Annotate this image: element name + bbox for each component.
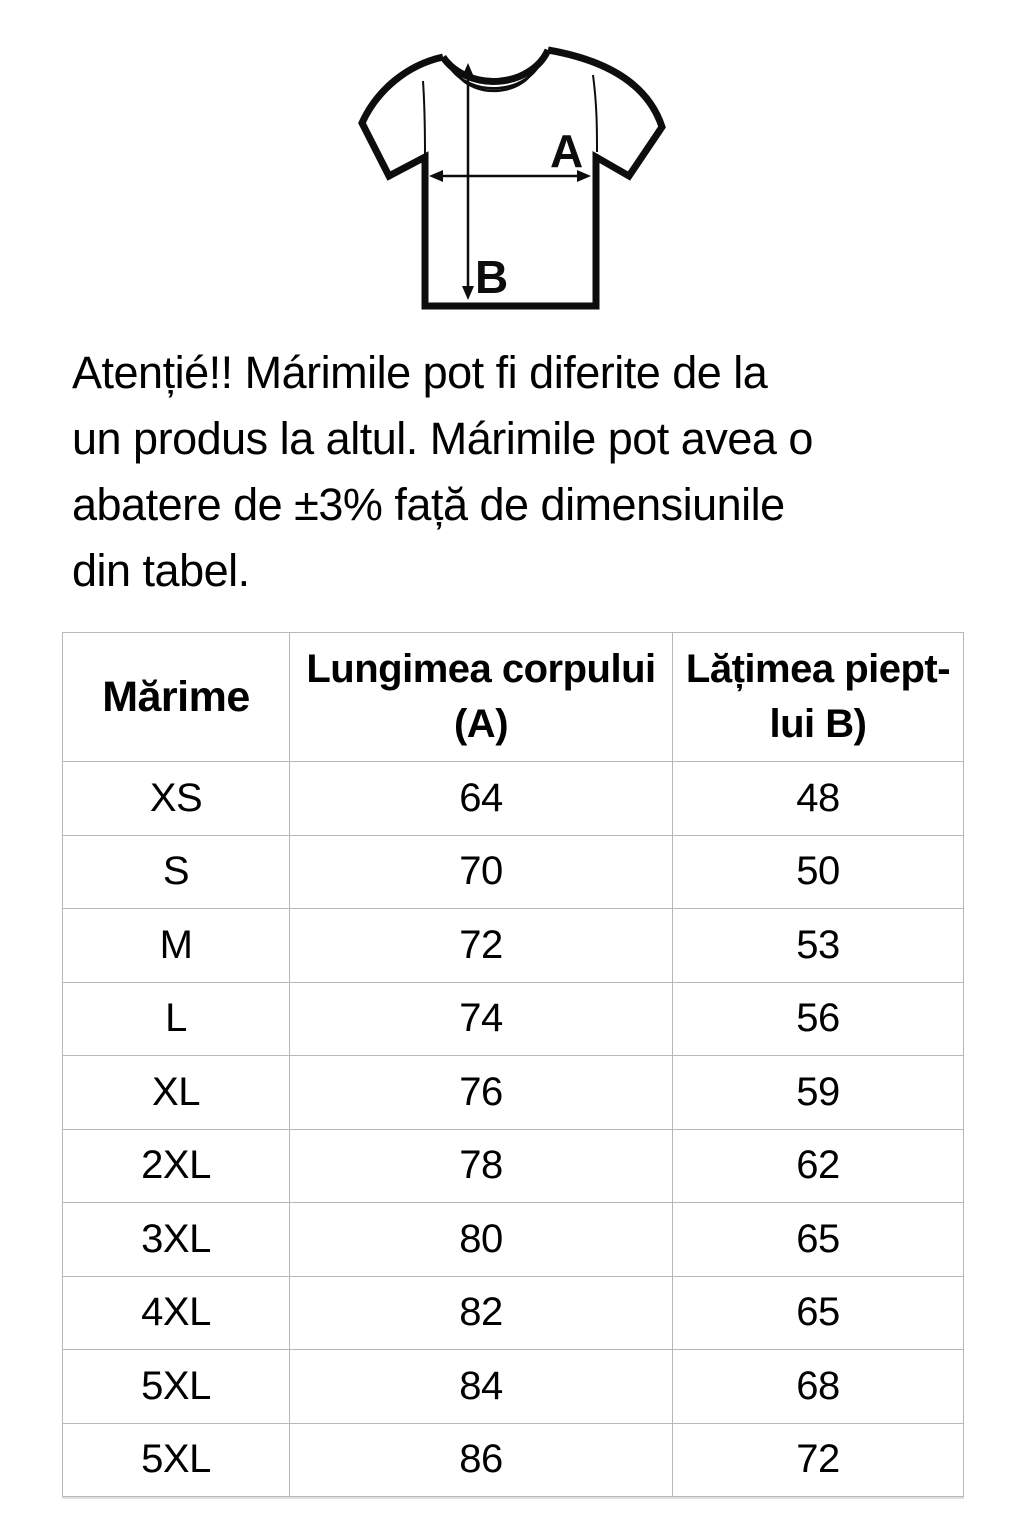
- size-notice: [72, 340, 982, 604]
- notice-line: din tabel.: [72, 545, 250, 596]
- chest-width-cell: 65: [673, 1203, 964, 1277]
- size-table-row: [63, 762, 964, 836]
- header-body-length: [290, 633, 673, 762]
- body-length-cell: 64: [290, 762, 673, 836]
- size-cell: 3XL: [63, 1203, 290, 1277]
- body-length-cell: 72: [290, 909, 673, 983]
- size-table: [62, 632, 964, 1497]
- notice-line: abatere de ±3% față de dimensiunile: [72, 479, 785, 530]
- chest-width-cell: 56: [673, 982, 964, 1056]
- body-length-cell: 74: [290, 982, 673, 1056]
- size-table-header-row: [63, 633, 964, 762]
- size-cell: XL: [63, 1056, 290, 1130]
- size-cell: XS: [63, 762, 290, 836]
- size-cell: L: [63, 982, 290, 1056]
- body-length-cell: 84: [290, 1350, 673, 1424]
- size-table-row: [63, 1129, 964, 1203]
- chest-width-cell: 68: [673, 1350, 964, 1424]
- chest-width-cell: 53: [673, 909, 964, 983]
- label-a: A: [550, 125, 584, 177]
- size-table-row: [63, 1276, 964, 1350]
- header-size-label: Mărime: [102, 672, 250, 721]
- size-table-row: [63, 982, 964, 1056]
- size-cell: M: [63, 909, 290, 983]
- body-length-cell: 86: [290, 1423, 673, 1497]
- size-table-row: [63, 909, 964, 983]
- header-chest-width-line1: Lățimea piept-: [685, 647, 951, 691]
- chest-width-cell: 65: [673, 1276, 964, 1350]
- size-table-header: [63, 633, 964, 762]
- body-length-cell: 70: [290, 835, 673, 909]
- chest-width-cell: 59: [673, 1056, 964, 1130]
- header-body-length-line1: Lungimea corpului: [306, 647, 656, 691]
- body-length-cell: 80: [290, 1203, 673, 1277]
- label-b: B: [475, 251, 509, 303]
- size-table-row: [63, 835, 964, 909]
- size-table-row: [63, 1350, 964, 1424]
- notice-line: Atențié!! Márimile pot fi diferite de la: [72, 347, 768, 398]
- size-cell: 5XL: [63, 1350, 290, 1424]
- size-table-row: [63, 1056, 964, 1130]
- tshirt-size-diagram: [345, 35, 675, 325]
- chest-width-cell: 72: [673, 1423, 964, 1497]
- size-table-row: [63, 1203, 964, 1277]
- size-cell: 5XL: [63, 1423, 290, 1497]
- size-cell: S: [63, 835, 290, 909]
- size-cell: 4XL: [63, 1276, 290, 1350]
- chest-width-cell: 48: [673, 762, 964, 836]
- header-body-length-line2: (A): [453, 702, 509, 746]
- body-length-cell: 76: [290, 1056, 673, 1130]
- notice-line: un produs la altul. Márimile pot avea o: [72, 413, 813, 464]
- body-length-cell: 82: [290, 1276, 673, 1350]
- size-cell: 2XL: [63, 1129, 290, 1203]
- header-chest-width: [673, 633, 964, 762]
- chest-width-cell: 62: [673, 1129, 964, 1203]
- chest-width-cell: 50: [673, 835, 964, 909]
- header-size: [63, 633, 290, 762]
- size-table-row: [63, 1423, 964, 1497]
- body-length-cell: 78: [290, 1129, 673, 1203]
- header-chest-width-line2: lui B): [769, 702, 867, 746]
- size-table-body: [63, 762, 964, 1497]
- tshirt-drawing: [345, 35, 675, 325]
